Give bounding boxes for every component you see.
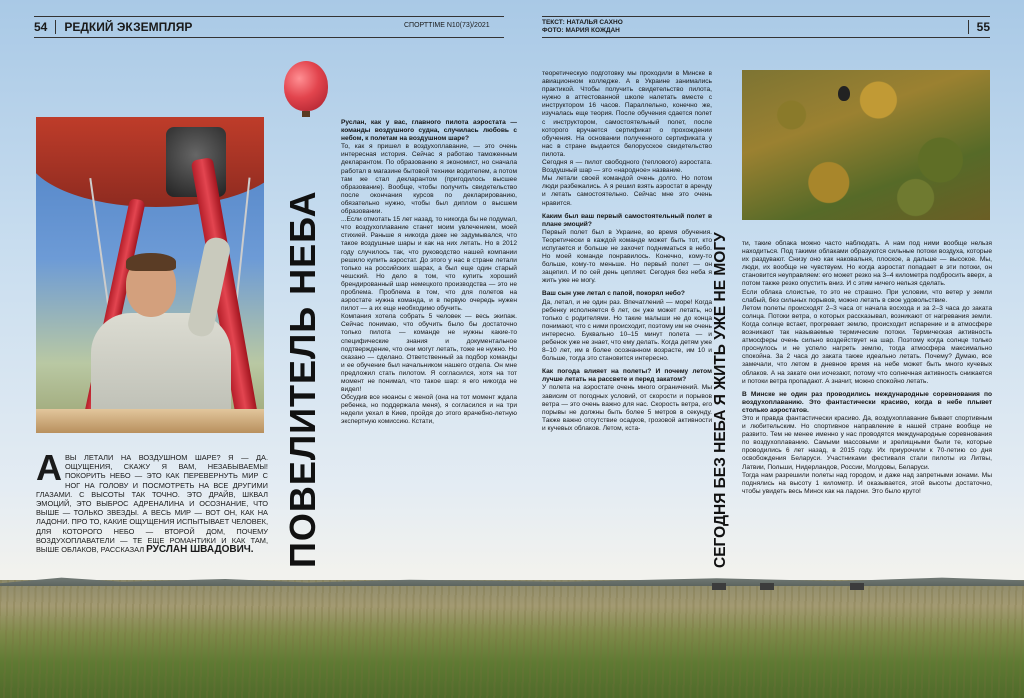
- page-number-left: 54: [34, 20, 56, 34]
- balloon-envelope: [36, 117, 264, 207]
- body-paragraph: Мы летали своей командой очень долго. Но потом люди разбежались. А я решил взять аэростат в аренду и летать самостоятельно. Сейчас мне это очень нравится.: [542, 175, 712, 207]
- credit-text: ТЕКСТ: НАТАЛЬЯ САХНО: [542, 19, 623, 26]
- lead-paragraph: [36, 447, 268, 556]
- body-paragraph: Летом полеты происходят 2–3 часа от начала восхода и за 2–3 часа до заката солнца. Потоки ветра, о которых рассказывал, возникают от нагревания земли. Когда солнце встает, прогревает землю, происходит испарение и в атмосфере возникают так называемые термические потоки. Термическая активность атмосферы очень сильно воздействует на шар. Поэтому когда солнце только проснулось и не успело нагреть землю, тогда атмосфера максимально спокойна. За 2 часа до заката также идеально летать. Почему? Думаю, все замечали, что летом в дневное время на небе может быть много кучевых облаков. А на закате они исчезают, потому что солнечная активность снижается и потоки ветра пропадают. А значит, можно спокойно летать.: [742, 304, 992, 385]
- balloon-silhouette: [838, 86, 850, 101]
- field-background: [0, 580, 1024, 698]
- lead-text: ВЫ ЛЕТАЛИ НА ВОЗДУШНОМ ШАРЕ? Я — ДА. ОЩУЩЕНИЯ, СКАЖУ Я ВАМ, НЕЗАБЫВАЕМЫ! ПОКОРИТЬ НЕБО — ЭТО КАК ПЕРЕВЕРНУТЬ МИР С НОГ НА ГОЛОВУ И ПОСМОТРЕТЬ НА ВСЕ ДРУГИМИ ГЛАЗАМИ. С ВЫСОТЫ ТАК ТОЧНО. ЭТО ДРАЙВ, ШКВАЛ ЭМОЦИЙ, ЭТО ВЫБРОС АДРЕНАЛИНА И ОСОЗНАНИЕ, ЧТО ВЫШЕ — ТОЛЬКО ЗВЕЗДЫ. А ВЕСЬ МИР — ВОТ ОН, КАК НА ЛАДОНИ. ПРО ТО, КАКИЕ ОЩУЩЕНИЯ ИСПЫТЫВАЕТ ЧЕЛОВЕК, ДЛЯ КОТОРОГО НЕБО — ВТОРОЙ ДОМ, ПОЧЕМУ ВОЗДУХОПЛАВАТЕЛИ — ТЕ ЕЩЕ РОМАНТИКИ И КАК ТАМ, ВЫШЕ ОБЛАКОВ, РАССКАЗАЛ: [36, 453, 268, 555]
- body-paragraph: Да, летал, и не один раз. Впечатлений — море! Когда ребенку исполняется 6 лет, он уже может летать, но только с родителями. Но такие малыши не до конца понимают, что с ними происходит, поэтому им не очень интересно. Буквально 10–15 минут полета — и ребенок уже не знает, что ему делать. Когда детям уже 8–10 лет, им в более осознанном возрасте, им 10 и больше, тогда это становится интересно.: [542, 298, 712, 363]
- house: [850, 583, 864, 590]
- body-paragraph: Тогда нам разрешили полеты над городом, и даже над запретными зонами. Мы поднялись на высоту 1 километр. И оказывается, этой высоты достаточно, чтобы увидеть весь Минск как на ладони. Это было круто!: [742, 471, 992, 495]
- credits: [542, 19, 623, 35]
- forest-photo: [742, 70, 990, 220]
- body-paragraph: Если облака слоистые, то это не страшно. При условии, что ветер у земли слабый, без сильных порывов, можно летать в свое удовольствие.: [742, 288, 992, 304]
- body-paragraph: ти, такие облака можно часто наблюдать. А нам под ними вообще нельзя находиться. Под такими облаками образуются сильные потоки воздуха, которые их раздувают. Снизу оно как наковальня, плоское, а дальше — высокое. Мы, люди, их вообще не чувствуем. Но когда аэростат попадает в эти потоки, он становится неуправляем: его может резко на 3–4 километра подбросить вверх, а потом также резко опустить вниз. И с этим ничего нельзя сделать.: [742, 240, 992, 288]
- text-column-3: [742, 240, 992, 496]
- balloon-basket: [302, 111, 310, 117]
- body-paragraph: Сегодня я — пилот свободного (теплового) аэростата. Воздушный шар — это «народное» название.: [542, 159, 712, 175]
- body-paragraph: Обсудив все нюансы с женой (она на тот момент ждала ребенка, но поддержала меня), я согласился и на три недели уехал в Киев, пройдя до этого врачебно-летную экспертную комиссию. Кстати,: [341, 394, 517, 426]
- interviewee-name: РУСЛАН ШВАДОВИЧ.: [146, 544, 254, 556]
- magazine-issue: СПОРТТIME N10(73)/2021: [404, 22, 490, 29]
- question-paragraph: Ваш сын уже летал с папой, покорял небо?: [542, 290, 685, 298]
- body-paragraph: Первый полет был в Украине, во время обучения. Теоретически в каждой команде может быть тот, кто испугается и больше не захочет подниматься в небо. Но моей команде понравилось. Конечно, кому-то больше, кому-то меньше. Но первый полет — он зацепил. И по сей день цепляет. Сегодня без неба я жить уже не могу.: [542, 228, 712, 285]
- body-paragraph: ...Если отмотать 15 лет назад, то никогда бы не подумал, что воздухоплавание станет моим увлечением, моей стихией. Раньше я никогда даже не задумывался, что такое воздушные шары и как на них летать. Но в 2012 году случилось так, что руководство нашей компании решило купить аэростат. До этого у нас в стране летали только на российских шарах, а был еще один старый чешский. Но дело в том, что купить хороший брендированный шар немецкого производства — это не проблема. Проблема в том, что для полетов на аэростате нужна команда, и в первую очередь нужен пилот — а их еще необходимо обучить.: [341, 216, 517, 313]
- treeline: [0, 572, 1024, 586]
- header-right: [542, 16, 990, 38]
- body-paragraph: теоретическую подготовку мы проходили в Минске в авиационном колледже. А в Украине занимались практикой. Чтобы получить свидетельство пилота, нужно в аттестованной школе налетать вместе с инструктором 16 часов. Параллельно, конечно же, изучалась еще теория. После обучения сдается полет с инструктором, самостоятельный полет, после которого вручается сертификат о прохождении обучения. На основании полученного сертификата у нас в стране выдается белорусское свидетельство пилота.: [542, 70, 712, 158]
- body-paragraph: Компания хотела собрать 5 человек — весь экипаж. Сейчас понимаю, что обучить было бы достаточно только пилота — команде не нужны какие-то специфические знания и документальное подтверждение, что они могут летать, тоже не нужно. Но сказано — сделано. Ответственный за подбор команды и ее обучение был начальником нашего отдела. Он мне предложил стать пилотом. Я согласился, хотя на тот момент не понимал, что такое шар: я его никогда не видел!: [341, 313, 517, 394]
- drop-cap: А: [36, 447, 62, 488]
- text-column-2: [542, 70, 712, 433]
- pilot-photo: [36, 117, 264, 433]
- page-number-right: 55: [968, 20, 990, 34]
- article-title: ПОВЕЛИТЕЛЬ НЕБА: [282, 190, 323, 568]
- body-paragraph: То, как я пришел в воздухоплавание, — это очень интересная история. Сейчас я работаю таможенным декларантом. По образованию я экономист, но сначала работал в магазине бытовой техники водителем, а потом там же стал декларантом (пригодилось высшее образование). Вообще, чтобы получить свидетельство после окончания курсов по декларированию, обязательно нужно, чтобы был диплом о высшем образовании.: [341, 143, 517, 216]
- house: [712, 583, 726, 590]
- question-paragraph: В Минске не один раз проводились международные соревнования по воздухоплаванию. Это фантастически красиво, когда в небе плывет столько аэростатов.: [742, 390, 992, 414]
- question-paragraph: Каким был ваш первый самостоятельный полет в плане эмоций?: [542, 212, 712, 228]
- body-paragraph: Это и правда фантастически красиво. Да, воздухоплавание бывает спортивным и любительским. Но спортивное направление в нашей стране вообще не развито. Тем не менее именно у нас проводятся международные соревнования по воздухоплаванию. Самыми массовыми и зрелищными были те, которые проводились 6 лет назад, в 2015 году. Их приурочили к 70-летию со дня освобождения Беларуси. Участниками фестиваля стали пилоты из Литвы, Латвии, Польши, Нидерландов, России, Молдовы, Беларуси.: [742, 414, 992, 471]
- credit-photo: ФОТО: МАРИЯ КОЖДАН: [542, 27, 620, 34]
- rubric-title: РЕДКИЙ ЭКЗЕМПЛЯР: [64, 20, 193, 34]
- question-paragraph: Как погода влияет на полеты? И почему летом лучше летать на рассвете и перед закатом?: [542, 368, 712, 384]
- pilot-hair: [126, 253, 176, 271]
- pull-quote: СЕГОДНЯ БЕЗ НЕБА Я ЖИТЬ УЖЕ НЕ МОГУ: [712, 232, 729, 568]
- house: [760, 583, 774, 590]
- balloon-illustration: [284, 61, 328, 111]
- text-column-1: [341, 114, 517, 427]
- body-paragraph: У полета на аэростате очень много ограничений. Мы зависим от погодных условий, от скорости и порывов ветра — это очень важно для нас. Скорость ветра, его порывы не должны быть более 5 метров в секунду. Также важно отсутствие осадков, грозовой активности и кучевых облаков. Летом, кста-: [542, 384, 712, 432]
- question-paragraph: Руслан, как у вас, главного пилота аэростата — команды воздушного судна, случилась любовь с небом, к полетам на воздушном шаре?: [341, 119, 517, 143]
- basket-rim: [36, 409, 264, 433]
